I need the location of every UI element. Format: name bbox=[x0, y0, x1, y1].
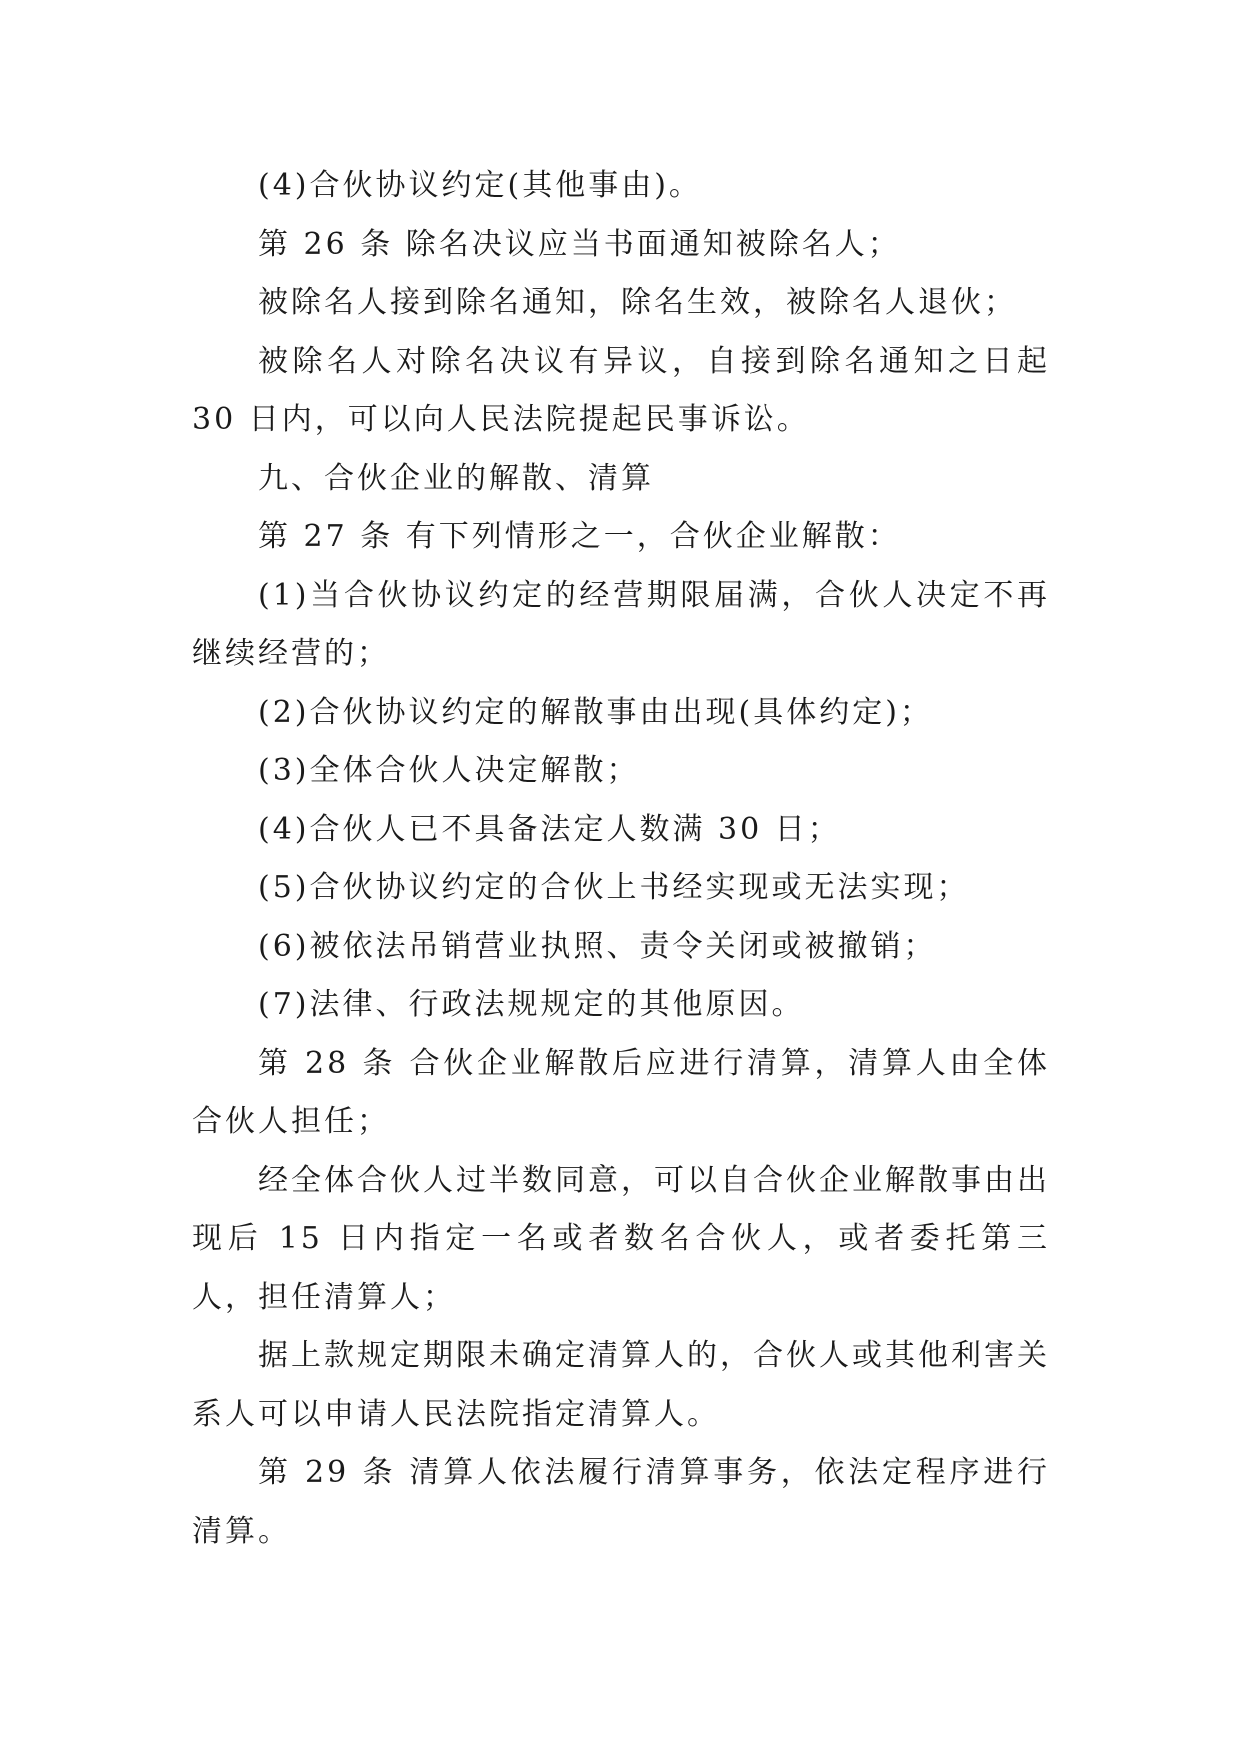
paragraph-liquidator-appointment: 经全体合伙人过半数同意，可以自合伙企业解散事由出现后 15 日内指定一名或者数名合伙人，或者委托第三人，担任清算人； bbox=[192, 1162, 1050, 1315]
paragraph-item-4-other-reasons: (4)合伙协议约定(其他事由)。 bbox=[258, 168, 702, 203]
list-item-1: (1)当合伙协议约定的经营期限届满，合伙人决定不再继续经营的； bbox=[192, 577, 1050, 671]
list-item-6: (6)被依法吊销营业执照、责令关闭或被撤销； bbox=[258, 928, 937, 964]
document-body bbox=[192, 157, 1050, 1561]
article-28: 第 28 条 合伙企业解散后应进行清算，清算人由全体合伙人担任； bbox=[192, 1045, 1050, 1139]
list-item-5: (5)合伙协议约定的合伙上书经实现或无法实现； bbox=[258, 870, 970, 905]
paragraph-expulsion-effective: 被除名人接到除名通知，除名生效，被除名人退伙； bbox=[258, 285, 1017, 320]
list-item-4: (4)合伙人已不具备法定人数满 30 日； bbox=[258, 811, 841, 847]
paragraph-court-appointment: 据上款规定期限未确定清算人的，合伙人或其他利害关系人可以申请人民法院指定清算人。 bbox=[192, 1338, 1050, 1432]
list-item-2: (2)合伙协议约定的解散事由出现(具体约定)； bbox=[258, 694, 933, 730]
section-heading-dissolution: 九、合伙企业的解散、清算 bbox=[258, 460, 654, 496]
article-29: 第 29 条 清算人依法履行清算事务，依法定程序进行清算。 bbox=[192, 1455, 1050, 1549]
paragraph-expulsion-objection: 被除名人对除名决议有异议，自接到除名通知之日起 30 日内，可以向人民法院提起民事诉讼。 bbox=[192, 343, 1050, 437]
list-item-7: (7)法律、行政法规规定的其他原因。 bbox=[258, 987, 805, 1022]
list-item-3: (3)全体合伙人决定解散； bbox=[258, 753, 640, 788]
article-26: 第 26 条 除名决议应当书面通知被除名人； bbox=[258, 226, 901, 262]
article-27: 第 27 条 有下列情形之一，合伙企业解散： bbox=[258, 519, 901, 554]
